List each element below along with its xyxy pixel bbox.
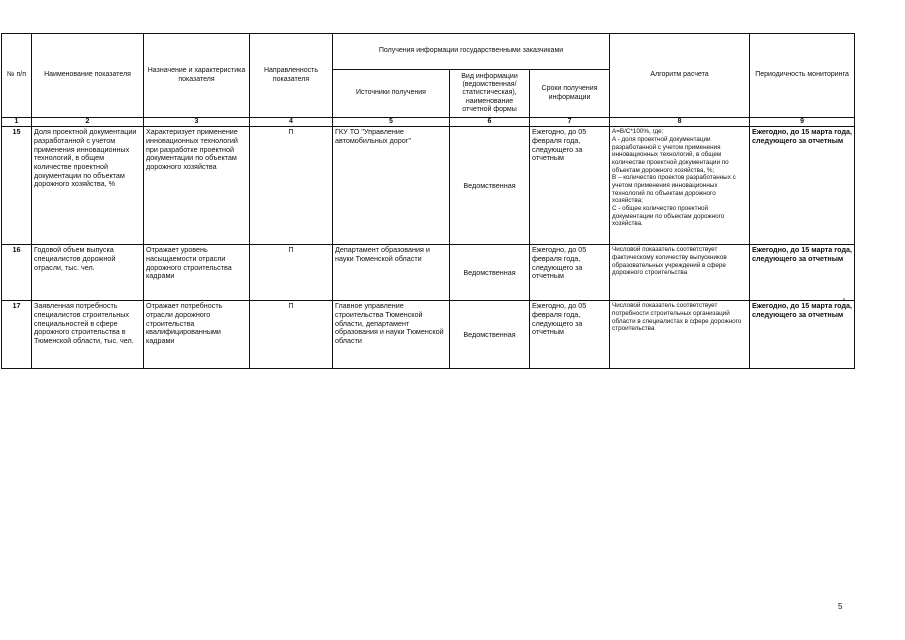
row-algorithm-cell — [610, 245, 750, 301]
row-info-type: Ведомственная — [450, 301, 530, 369]
row-info-type: Ведомственная — [450, 245, 530, 301]
row-name: Заявленная потребность специалистов строительных специальностей в сфере дорожного строительства в Тюменской области, тыс. чел. — [32, 301, 144, 369]
header-deadline: Сроки получения информации — [530, 70, 610, 118]
header-row-top — [2, 34, 855, 70]
row-deadline: Ежегодно, до 05 февраля года, следующего за отчетным — [530, 301, 610, 369]
header-frequency: Периодичность мониторинга — [750, 34, 855, 118]
table-row — [2, 245, 855, 301]
indicator-table — [1, 33, 855, 369]
header-num: № п/п — [2, 34, 32, 118]
header-algorithm: Алгоритм расчета — [610, 34, 750, 118]
row-source: ГКУ ТО "Управление автомобильных дорог" — [333, 127, 450, 245]
row-purpose: Отражает уровень насыщаемости отрасли дорожного строительства кадрами — [144, 245, 250, 301]
row-frequency: Ежегодно, до 15 марта года, следующего за отчетным — [750, 245, 855, 301]
row-purpose: Отражает потребность отрасли дорожного строительства квалифицированными кадрами — [144, 301, 250, 369]
row-source: Главное управление строительства Тюменской области, департамент образования и науки Тюменской области — [333, 301, 450, 369]
header-info-group: Получения информации государственными заказчиками — [333, 34, 610, 70]
page-number: 5 — [838, 602, 843, 611]
header-info-type: Вид информации (ведомственная/ статистическая), наименование отчетной формы — [450, 70, 530, 118]
column-number: 5 — [333, 118, 450, 127]
column-number: 6 — [450, 118, 530, 127]
row-num: 16 — [2, 245, 32, 301]
column-number-row — [2, 118, 855, 127]
row-source: Департамент образования и науки Тюменской области — [333, 245, 450, 301]
row-algorithm-cell — [610, 127, 750, 245]
row-info-type: Ведомственная — [450, 127, 530, 245]
row-purpose: Характеризует применение инновационных технологий при разработке проектной документации по объектам дорожного хозяйства — [144, 127, 250, 245]
row-frequency: Ежегодно, до 15 марта года, следующего за отчетным — [750, 127, 855, 245]
table-row — [2, 127, 855, 245]
column-number: 8 — [610, 118, 750, 127]
table-row — [2, 301, 855, 369]
header-sources: Источники получения — [333, 70, 450, 118]
row-name: Годовой объем выпуска специалистов дорожной отрасли, тыс. чел. — [32, 245, 144, 301]
row-direction: П — [250, 301, 333, 369]
row-num: 17 — [2, 301, 32, 369]
row-direction: П — [250, 127, 333, 245]
row-num: 15 — [2, 127, 32, 245]
row-algorithm: Числовой показатель соответствует фактическому количеству выпускников образовательных учреждений в сфере дорожного строительства — [612, 246, 727, 277]
column-number: 2 — [32, 118, 144, 127]
column-number: 3 — [144, 118, 250, 127]
row-direction: П — [250, 245, 333, 301]
column-number: 4 — [250, 118, 333, 127]
row-name: Доля проектной документации разработанной с учетом применения инновационных технологий, в общем количестве проектной документации по объектам дорожного хозяйства, % — [32, 127, 144, 245]
row-algorithm: Числовой показатель соответствует потребности строительных организаций области в специалистах в сфере дорожного строительства — [612, 302, 742, 333]
column-number: 1 — [2, 118, 32, 127]
row-algorithm: A=B/C*100%, где: A - доля проектной документации разработанной с учетом применения инновационных технологий, в общем количестве проектной документации по объектам дорожного хозяйства, %; B – количество проектов разработанных с учетом применения инновационных технологий по объектам дорожного хозяйства; C - общее количество проектной документации по объектам дорожного хозяйства. — [612, 128, 736, 228]
header-name: Наименование показателя — [32, 34, 144, 118]
column-number: 7 — [530, 118, 610, 127]
row-algorithm-cell — [610, 301, 750, 369]
header-purpose: Назначение и характеристика показателя — [144, 34, 250, 118]
header-direction: Направленность показателя — [250, 34, 333, 118]
row-frequency: Ежегодно, до 15 марта года, следующего за отчетным — [750, 301, 855, 369]
row-deadline: Ежегодно, до 05 февраля года, следующего за отчетным — [530, 127, 610, 245]
column-number: 9 — [750, 118, 855, 127]
scan-artifact — [843, 298, 845, 300]
row-deadline: Ежегодно, до 05 февраля года, следующего за отчетным — [530, 245, 610, 301]
